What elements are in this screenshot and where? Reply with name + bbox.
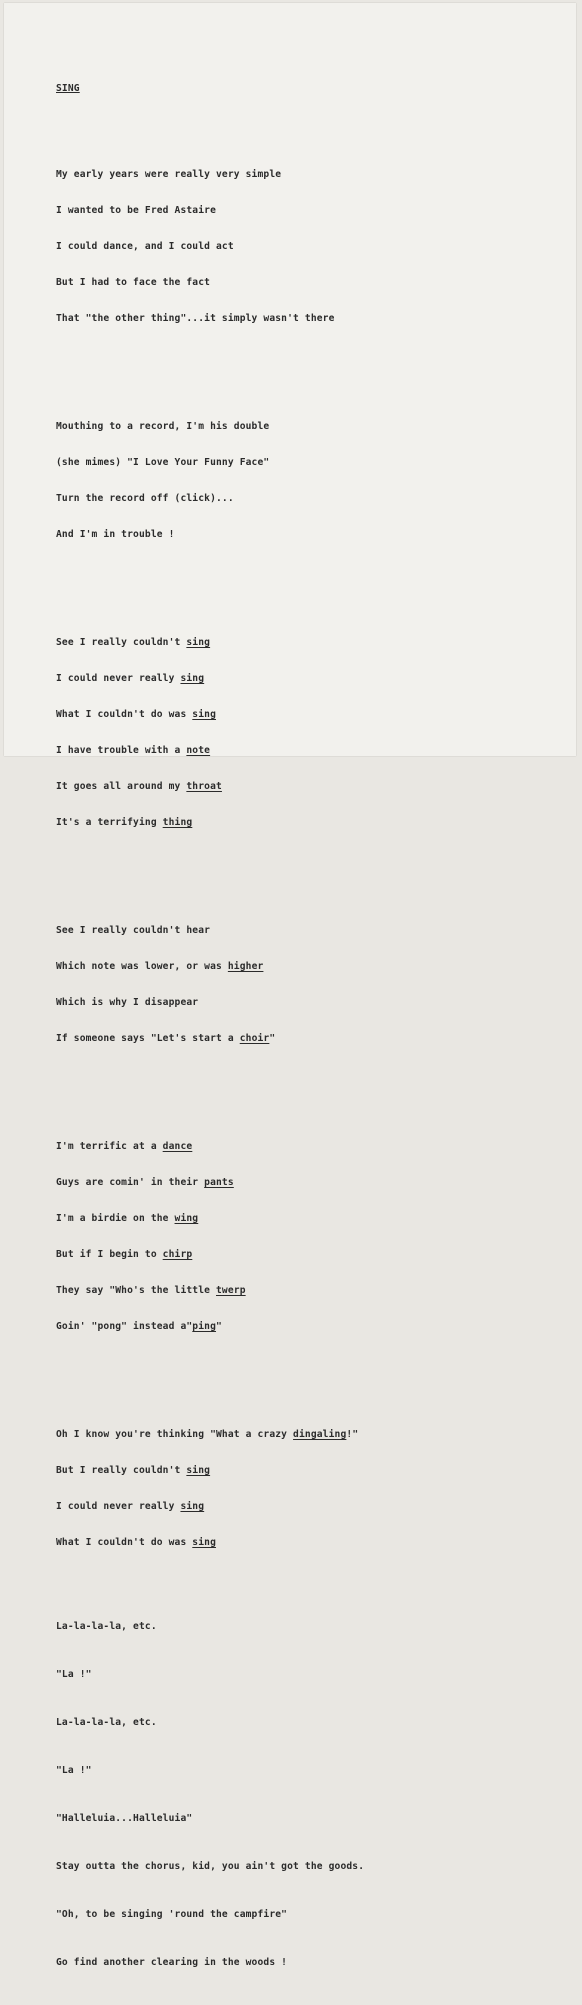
lyric-line: "Oh, to be singing 'round the campfire" — [56, 1909, 288, 1920]
lyric-line: They say "Who's the little twerp — [56, 1285, 246, 1296]
stanza-6 — [56, 1405, 364, 1573]
lyric-line: I have trouble with a note — [56, 745, 211, 756]
lyric-line: See I really couldn't hear — [56, 925, 211, 936]
lyric-line: Stay outta the chorus, kid, you ain't got the goods. — [56, 1861, 365, 1872]
lyric-line: See I really couldn't sing — [56, 637, 211, 648]
lyric-line: "La !" — [56, 1669, 92, 1680]
page-title: SING — [56, 83, 80, 94]
lyric-line: It goes all around my throat — [56, 781, 222, 792]
lyric-line: But I really couldn't sing — [56, 1465, 211, 1476]
lyric-line: Guys are comin' in their pants — [56, 1177, 234, 1188]
lyric-line: I'm terrific at a dance — [56, 1141, 193, 1152]
lyric-line: I'm a birdie on the wing — [56, 1213, 199, 1224]
lyric-line: My early years were really very simple — [56, 169, 282, 180]
lyric-line: "Halleluia...Halleluia" — [56, 1813, 193, 1824]
lyric-line: La-la-la-la, etc. — [56, 1717, 157, 1728]
stanza-4 — [56, 901, 364, 1069]
lyric-line: La-la-la-la, etc. — [56, 1621, 157, 1632]
lyric-line: But if I begin to chirp — [56, 1249, 193, 1260]
lyric-line: Go find another clearing in the woods ! — [56, 1957, 288, 1968]
lyric-line: If someone says "Let's start a choir" — [56, 1033, 276, 1044]
lyric-line: I could never really sing — [56, 673, 205, 684]
typewritten-page — [4, 3, 576, 1968]
lyric-line: What I couldn't do was sing — [56, 1537, 217, 1548]
lyric-line: That "the other thing"...it simply wasn't there — [56, 313, 335, 324]
lyric-line: What I couldn't do was sing — [56, 709, 217, 720]
lyric-line: Turn the record off (click)... — [56, 493, 234, 504]
lyric-line: Goin' "pong" instead a"ping" — [56, 1321, 222, 1332]
lyric-line: And I'm in trouble ! — [56, 529, 175, 540]
lyric-line: (she mimes) "I Love Your Funny Face" — [56, 457, 270, 468]
lyrics-text — [56, 59, 364, 2005]
stanza-2 — [56, 397, 364, 565]
lyric-line: Mouthing to a record, I'm his double — [56, 421, 270, 432]
lyric-line: Which note was lower, or was higher — [56, 961, 264, 972]
lyric-line: "La !" — [56, 1765, 92, 1776]
lyric-line: Oh I know you're thinking "What a crazy dingaling!" — [56, 1429, 359, 1440]
lyric-line: I could never really sing — [56, 1501, 205, 1512]
stanza-5 — [56, 1117, 364, 1357]
lyric-line: I wanted to be Fred Astaire — [56, 205, 216, 216]
lyric-line: I could dance, and I could act — [56, 241, 234, 252]
lyric-line: It's a terrifying thing — [56, 817, 193, 828]
lyric-line: But I had to face the fact — [56, 277, 211, 288]
lyric-line: Which is why I disappear — [56, 997, 199, 1008]
stanza-1 — [56, 145, 364, 349]
stanza-3 — [56, 613, 364, 853]
